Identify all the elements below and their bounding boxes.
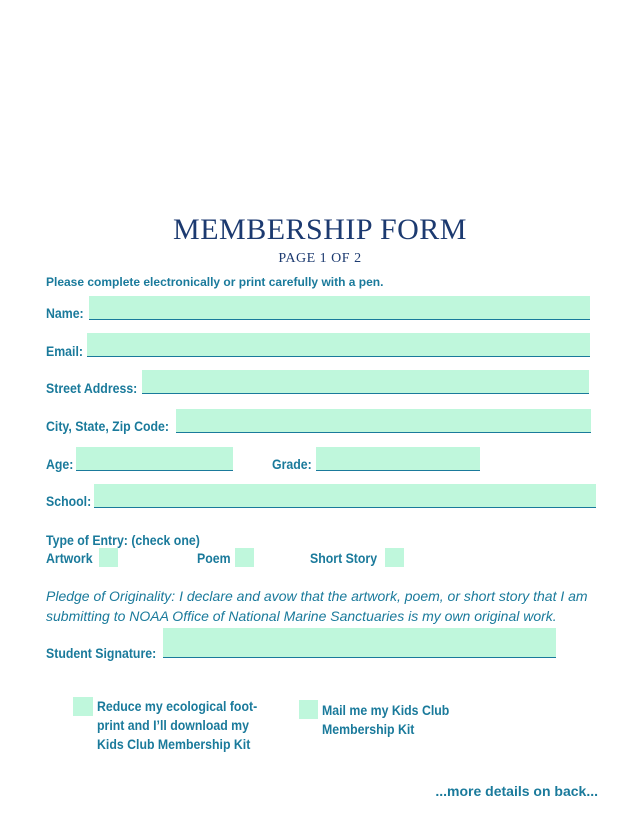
download-kit-label: Reduce my ecological foot-print and I’ll download my Kids Club Membership Kit <box>97 698 258 752</box>
instructions: Please complete electronically or print carefully with a pen. <box>46 275 384 289</box>
email-field[interactable] <box>87 333 590 357</box>
form-title: MEMBERSHIP FORM <box>173 213 467 246</box>
grade-label: Grade: <box>272 456 312 472</box>
signature-label: Student Signature: <box>46 645 157 661</box>
artwork-label: Artwork <box>46 550 93 566</box>
school-label: School: <box>46 493 92 509</box>
pledge-of-originality: Pledge of Originality: I declare and avow that the artwork, poem, or short story that I am submitting to NOAA Office of National Marine Sanctuaries is my own original work. <box>46 588 588 624</box>
more-details-note: ...more details on back... <box>435 783 598 799</box>
short-story-checkbox[interactable] <box>385 548 404 567</box>
age-label: Age: <box>46 456 74 472</box>
name-field[interactable] <box>89 296 590 320</box>
download-kit-checkbox[interactable] <box>73 697 93 716</box>
short-story-label: Short Story <box>310 550 378 566</box>
grade-field[interactable] <box>316 447 480 471</box>
mail-kit-checkbox[interactable] <box>299 700 318 719</box>
age-field[interactable] <box>76 447 233 471</box>
name-label: Name: <box>46 305 84 321</box>
city-state-zip-field[interactable] <box>176 409 591 433</box>
street-address-field[interactable] <box>142 370 589 394</box>
signature-field[interactable] <box>163 628 556 658</box>
page-indicator: PAGE 1 OF 2 <box>278 251 362 266</box>
entry-type-heading: Type of Entry: (check one) <box>46 532 200 548</box>
school-field[interactable] <box>94 484 596 508</box>
street-address-label: Street Address: <box>46 380 138 396</box>
email-label: Email: <box>46 343 83 359</box>
city-state-zip-label: City, State, Zip Code: <box>46 418 169 434</box>
poem-label: Poem <box>197 550 231 566</box>
mail-kit-label: Mail me my Kids Club Membership Kit <box>322 702 450 737</box>
artwork-checkbox[interactable] <box>99 548 118 567</box>
poem-checkbox[interactable] <box>235 548 254 567</box>
